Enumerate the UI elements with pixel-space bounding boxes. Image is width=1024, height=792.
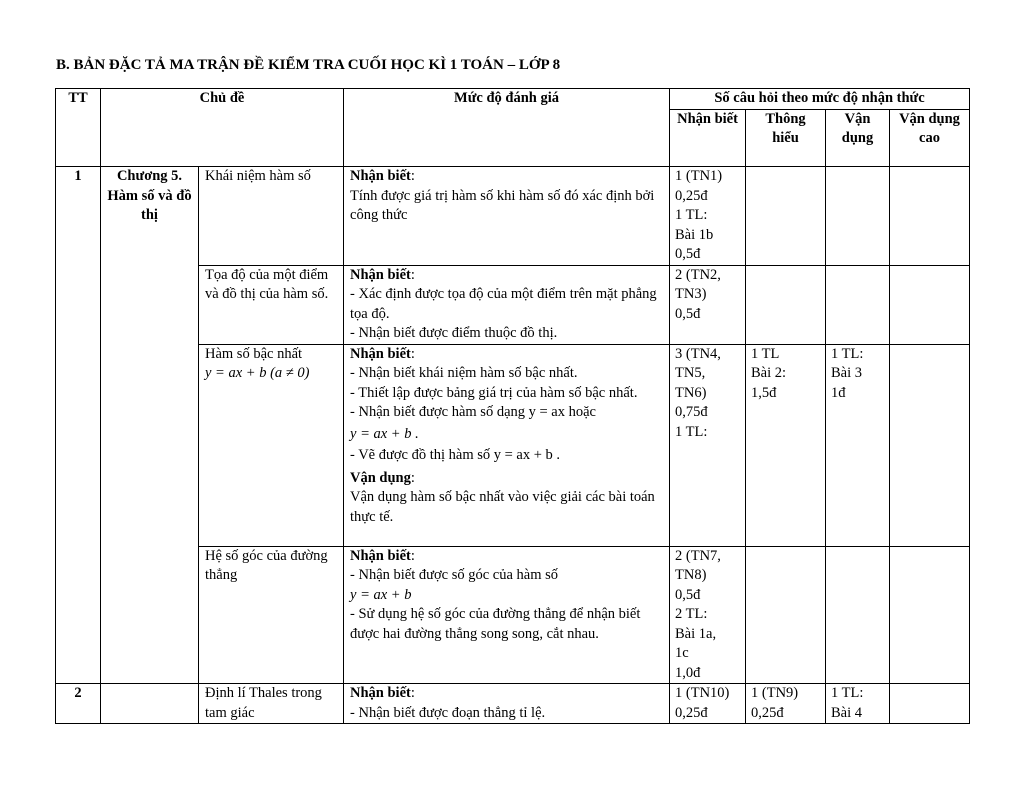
assessment-line: - Thiết lập được bảng giá trị của hàm số bậc nhất. [350,384,638,401]
count-line: TN3) [675,286,707,302]
van-dung-cao-cell [890,344,970,546]
count-line: 1 (TN1) [675,168,723,184]
count-line: 2 (TN7, [675,547,721,564]
assessment-cell: Nhận biết: Tính được giá trị hàm số khi hàm số đó xác định bởi công thức [344,167,670,266]
thong-hieu-cell [746,684,826,724]
thong-hieu-cell [746,167,826,266]
assessment-line: - Nhận biết được điểm thuộc đồ thị. [350,325,558,341]
assessment-line: Tính được giá trị hàm số khi hàm số đó xác định bởi công thức [350,187,655,223]
van-dung-cao-cell [890,265,970,344]
topic-formula: y = ax + b (a ≠ 0) [205,365,310,381]
assessment-formula: y = ax + b [350,586,412,603]
chapter-name: Chương 5. Hàm số và đồ thị [101,167,199,684]
level-label: Nhận biết [350,345,411,362]
nhan-biet-cell [670,344,746,546]
assessment-cell: Nhận biết: - Nhận biết được số góc của hàm số y = ax + b - Sử dụng hệ số góc của đường thẳng để nhận biết được hai đường thẳng song song, cắt nhau. [344,546,670,684]
van-dung-cell [826,344,890,546]
count-line: 0,5đ [675,305,701,322]
header-tt: TT [56,89,101,167]
count-line: 1 TL: [675,423,708,440]
assessment-line: - Nhận biết khái niệm hàm số bậc nhất. [350,365,578,381]
topic-cell: Khái niệm hàm số [199,167,344,266]
thong-hieu-cell [746,344,826,546]
van-dung-cell [826,167,890,266]
header-assessment-level: Mức độ đánh giá [344,89,670,167]
topic-cell: Tọa độ của một điểm và đồ thị của hàm số. [199,265,344,344]
topic-cell: Định lí Thales trong tam giác [199,684,344,724]
count-line: 0,25đ [675,187,708,204]
count-line: 1c [675,645,689,661]
topic-text: Hàm số bậc nhất [205,345,303,362]
header-van-dung: Vận dụng [826,110,890,167]
count-line: 0,25đ [751,704,784,721]
count-line: 0,75đ [675,404,708,420]
assessment-line: Vận dụng hàm số bậc nhất vào việc giải các bài toán thực tế. [350,489,655,525]
nhan-biet-cell [670,167,746,266]
assessment-cell: Nhận biết: - Xác định được tọa độ của một điểm trên mặt phẳng tọa độ. - Nhận biết được điểm thuộc đồ thị. [344,265,670,344]
count-line: 1 (TN9) [751,685,799,701]
count-line: Bài 4 [831,704,863,721]
nhan-biet-cell [670,265,746,344]
document-title: B. BẢN ĐẶC TẢ MA TRẬN ĐỀ KIỂM TRA CUỐI HỌC KÌ 1 TOÁN – LỚP 8 [56,57,561,73]
count-line: 0,5đ [675,586,701,603]
van-dung-cao-cell [890,167,970,266]
assessment-line: - Nhận biết được hàm số dạng y = ax hoặc [350,404,596,420]
nhan-biet-cell [670,684,746,724]
van-dung-cao-cell [890,684,970,724]
thong-hieu-cell [746,265,826,344]
assessment-cell: Nhận biết: - Nhận biết được đoạn thẳng tỉ lệ. [344,684,670,724]
count-line: 2 TL: [675,606,708,622]
header-question-count-group: Số câu hỏi theo mức độ nhận thức [670,89,970,110]
specification-matrix-table [55,88,970,724]
count-line: Bài 1b [675,226,714,243]
count-line: 1 TL [751,345,780,362]
assessment-line: - Sử dụng hệ số góc của đường thẳng để nhận biết được hai đường thẳng song song, cắt nhau. [350,606,641,642]
assessment-line: - Nhận biết được số góc của hàm số [350,567,559,583]
assessment-cell: Nhận biết: - Nhận biết khái niệm hàm số bậc nhất. - Thiết lập được bảng giá trị của hàm số bậc nhất. - Nhận biết được hàm số dạng y = ax hoặc y = ax + b . - Vẽ được đồ thị hàm số y = ax + b . Vận dụng: Vận dụng hàm số bậc nhất vào việc giải các bài toán thực tế. [344,344,670,546]
van-dung-cell [826,265,890,344]
count-line: TN8) [675,567,707,583]
count-line: 0,25đ [675,704,708,721]
level-label: Vận dụng [350,469,411,486]
assessment-line: - Xác định được tọa độ của một điểm trên mặt phẳng tọa độ. [350,286,657,322]
count-line: 3 (TN4, [675,345,721,362]
van-dung-cao-cell [890,546,970,684]
topic-cell: Hệ số góc của đường thẳng [199,546,344,684]
count-line: TN5, [675,365,706,381]
count-line: 0,5đ [675,246,701,262]
count-line: Bài 2: [751,365,787,381]
count-line: 1 (TN10) [675,685,730,701]
nhan-biet-cell [670,546,746,684]
count-line: 1,5đ [751,384,777,401]
header-thong-hieu: Thông hiểu [746,110,826,167]
van-dung-cell [826,684,890,724]
header-nhan-biet: Nhận biết [670,110,746,167]
van-dung-cell [826,546,890,684]
count-line: 1 TL: [831,345,864,362]
header-topic: Chủ đề [101,89,344,167]
count-line: 1đ [831,384,846,401]
count-line: Bài 1a, [675,625,717,642]
row-number: 1 [56,167,101,684]
count-line: Bài 3 [831,365,863,381]
assessment-line: - Vẽ được đồ thị hàm số y = ax + b . [350,447,561,463]
header-van-dung-cao: Vận dụng cao [890,110,970,167]
count-line: 1,0đ [675,664,701,681]
count-line: TN6) [675,384,707,401]
chapter-name [101,684,199,724]
count-line: 1 TL: [675,207,708,223]
thong-hieu-cell [746,546,826,684]
level-label: Nhận biết [350,168,411,184]
level-label: Nhận biết [350,266,411,283]
assessment-formula: y = ax + b . [350,425,419,442]
topic-cell [199,344,344,546]
level-label: Nhận biết [350,685,411,701]
assessment-line: - Nhận biết được đoạn thẳng tỉ lệ. [350,704,546,721]
row-number: 2 [56,684,101,724]
count-line: 1 TL: [831,685,864,701]
level-label: Nhận biết [350,547,411,564]
count-line: 2 (TN2, [675,266,721,283]
